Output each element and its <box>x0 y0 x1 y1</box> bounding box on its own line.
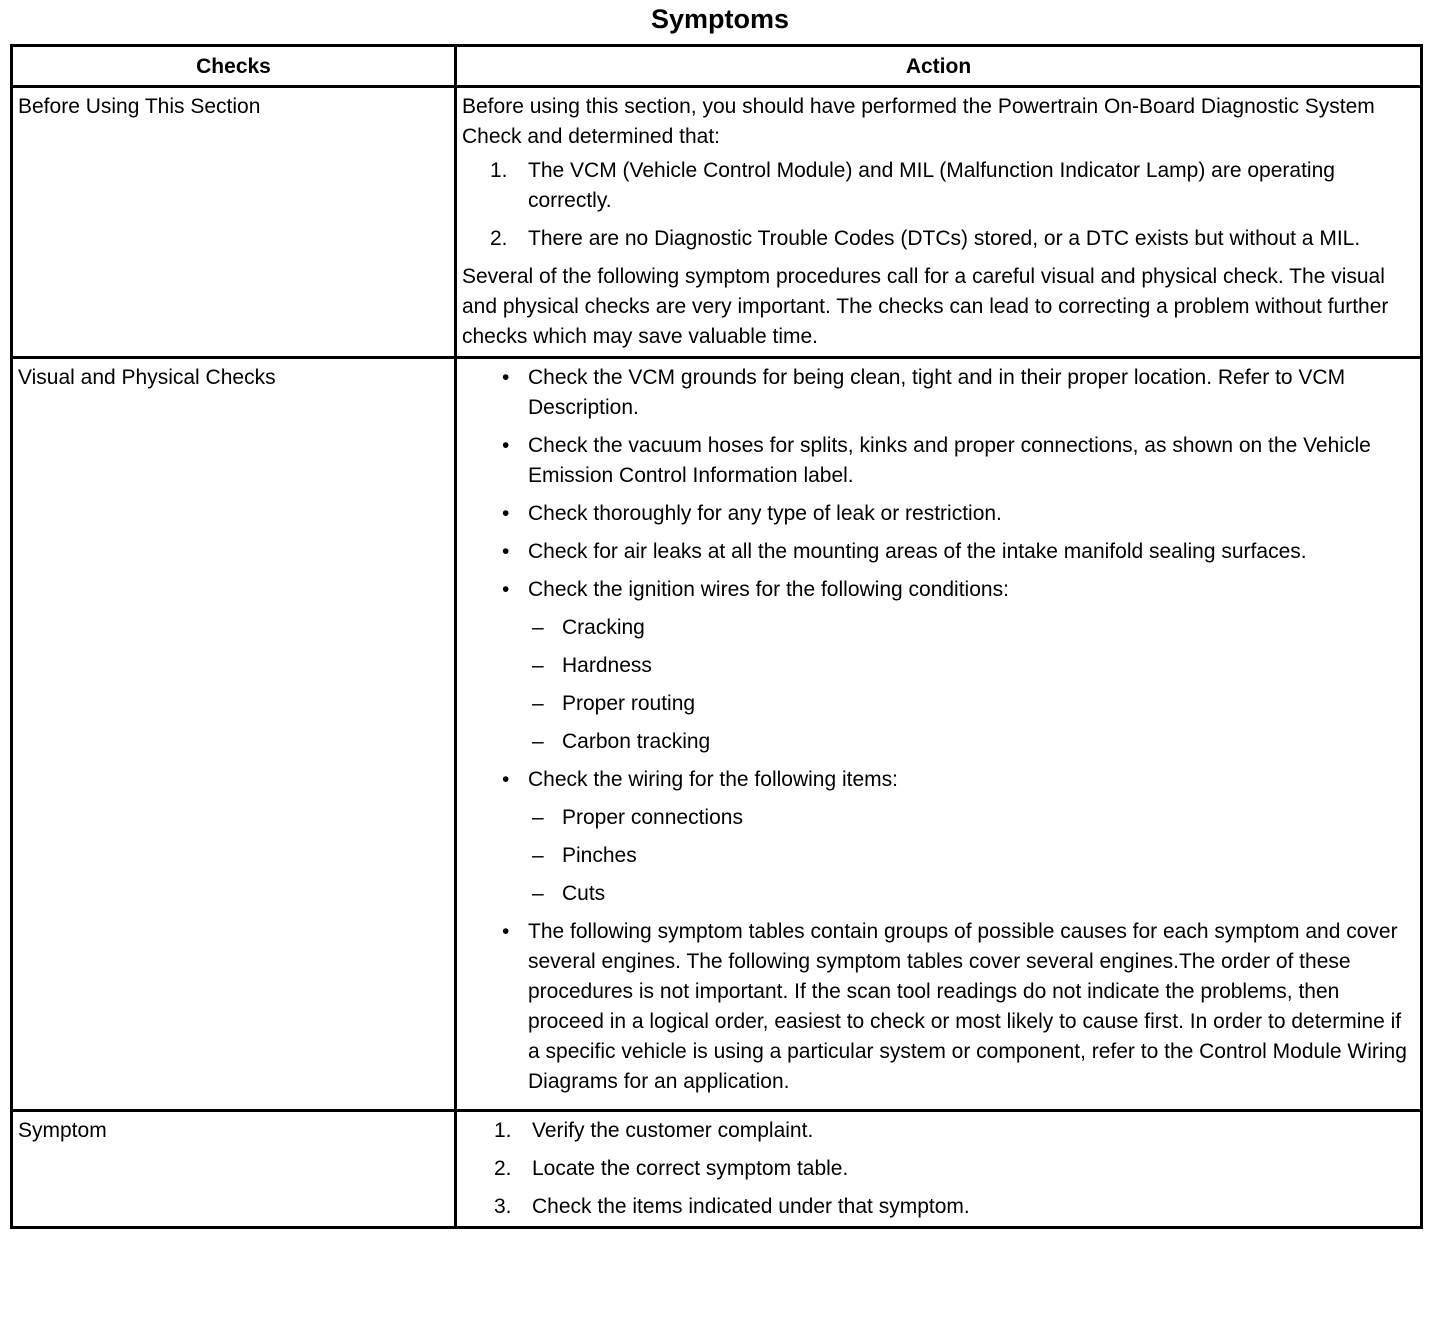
list-item <box>462 224 1415 254</box>
outro-paragraph: Several of the following symptom procedures call for a careful visual and physical check. The visual and physical checks are very important. The checks can lead to correcting a problem without further checks which may save valuable time. <box>462 265 1389 348</box>
dash-icon: – <box>532 806 544 829</box>
table-row <box>12 1111 1422 1228</box>
sub-list <box>528 803 1415 909</box>
numbered-list <box>462 1116 1415 1222</box>
sub-item-text: Proper connections <box>562 806 743 829</box>
bullet-icon: • <box>502 366 510 389</box>
action-cell <box>456 358 1422 1111</box>
list-item <box>462 1154 1415 1184</box>
check-cell: Visual and Physical Checks <box>12 358 456 1111</box>
sub-item <box>528 613 1415 643</box>
table-row <box>12 87 1422 358</box>
sub-item-text: Cracking <box>562 616 645 639</box>
check-cell: Symptom <box>12 1111 456 1228</box>
sub-item <box>528 841 1415 871</box>
bullet-icon: • <box>502 768 510 791</box>
item-number: 2. <box>490 227 508 250</box>
dash-icon: – <box>532 844 544 867</box>
item-text: Check the VCM grounds for being clean, tight and in their proper location. Refer to VCM Description. <box>528 366 1346 419</box>
dash-icon: – <box>532 692 544 715</box>
sub-item-text: Cuts <box>562 882 606 905</box>
item-number: 1. <box>494 1119 512 1142</box>
page-title: Symptoms <box>650 4 790 34</box>
list-item <box>462 575 1415 757</box>
list-item <box>462 1116 1415 1146</box>
list-item <box>462 1192 1415 1222</box>
dash-icon: – <box>532 730 544 753</box>
sub-item <box>528 727 1415 757</box>
sub-item <box>528 651 1415 681</box>
list-item <box>462 537 1415 567</box>
sub-item-text: Hardness <box>562 654 652 677</box>
checks-header: Checks <box>12 46 456 87</box>
bullet-list <box>462 363 1415 1097</box>
header-row <box>12 46 1422 87</box>
sub-item-text: Pinches <box>562 844 637 867</box>
symptoms-table <box>10 44 1423 1229</box>
action-cell <box>456 87 1422 358</box>
action-header: Action <box>456 46 1422 87</box>
list-item <box>462 156 1415 216</box>
list-item <box>462 499 1415 529</box>
item-text: Locate the correct symptom table. <box>532 1157 849 1180</box>
bullet-icon: • <box>502 434 510 457</box>
list-item <box>462 363 1415 423</box>
item-text: Check the ignition wires for the following conditions: <box>528 578 1009 601</box>
intro-paragraph: Before using this section, you should have performed the Powertrain On-Board Diagnostic System Check and determined that: <box>462 95 1375 148</box>
item-text: Check for air leaks at all the mounting areas of the intake manifold sealing surfaces. <box>528 540 1307 563</box>
action-cell <box>456 1111 1422 1228</box>
item-text: Check the vacuum hoses for splits, kinks and proper connections, as shown on the Vehicle Emission Control Information label. <box>528 434 1371 487</box>
table-row <box>12 358 1422 1111</box>
list-item <box>462 431 1415 491</box>
dash-icon: – <box>532 616 544 639</box>
dash-icon: – <box>532 654 544 677</box>
sub-item <box>528 689 1415 719</box>
bullet-icon: • <box>502 578 510 601</box>
sub-list <box>528 613 1415 757</box>
item-number: 3. <box>494 1195 512 1218</box>
sub-item <box>528 803 1415 833</box>
list-item <box>462 765 1415 909</box>
item-text: Check the items indicated under that symptom. <box>532 1195 970 1218</box>
item-text: Verify the customer complaint. <box>532 1119 814 1142</box>
numbered-list <box>462 156 1415 254</box>
item-text: Check thoroughly for any type of leak or restriction. <box>528 502 1002 525</box>
bullet-icon: • <box>502 920 510 943</box>
item-text: There are no Diagnostic Trouble Codes (DTCs) stored, or a DTC exists but without a MIL. <box>528 227 1361 250</box>
check-cell: Before Using This Section <box>12 87 456 358</box>
dash-icon: – <box>532 882 544 905</box>
sub-item <box>528 879 1415 909</box>
sub-item-text: Proper routing <box>562 692 696 715</box>
item-text: The VCM (Vehicle Control Module) and MIL (Malfunction Indicator Lamp) are operating correctly. <box>528 159 1335 212</box>
item-number: 1. <box>490 159 508 182</box>
sub-item-text: Carbon tracking <box>562 730 711 753</box>
list-item <box>462 917 1415 1097</box>
item-text: The following symptom tables contain groups of possible causes for each symptom and cover several engines. The following symptom tables cover several engines.The order of these procedures is not important. If the scan tool readings do not indicate the problems, then proceed in a logical order, easiest to check or most likely to cause first. In order to determine if a specific vehicle is using a particular system or component, refer to the Control Module Wiring Diagrams for an application. <box>528 920 1407 1093</box>
bullet-icon: • <box>502 540 510 563</box>
bullet-icon: • <box>502 502 510 525</box>
item-text: Check the wiring for the following items: <box>528 768 898 791</box>
item-number: 2. <box>494 1157 512 1180</box>
